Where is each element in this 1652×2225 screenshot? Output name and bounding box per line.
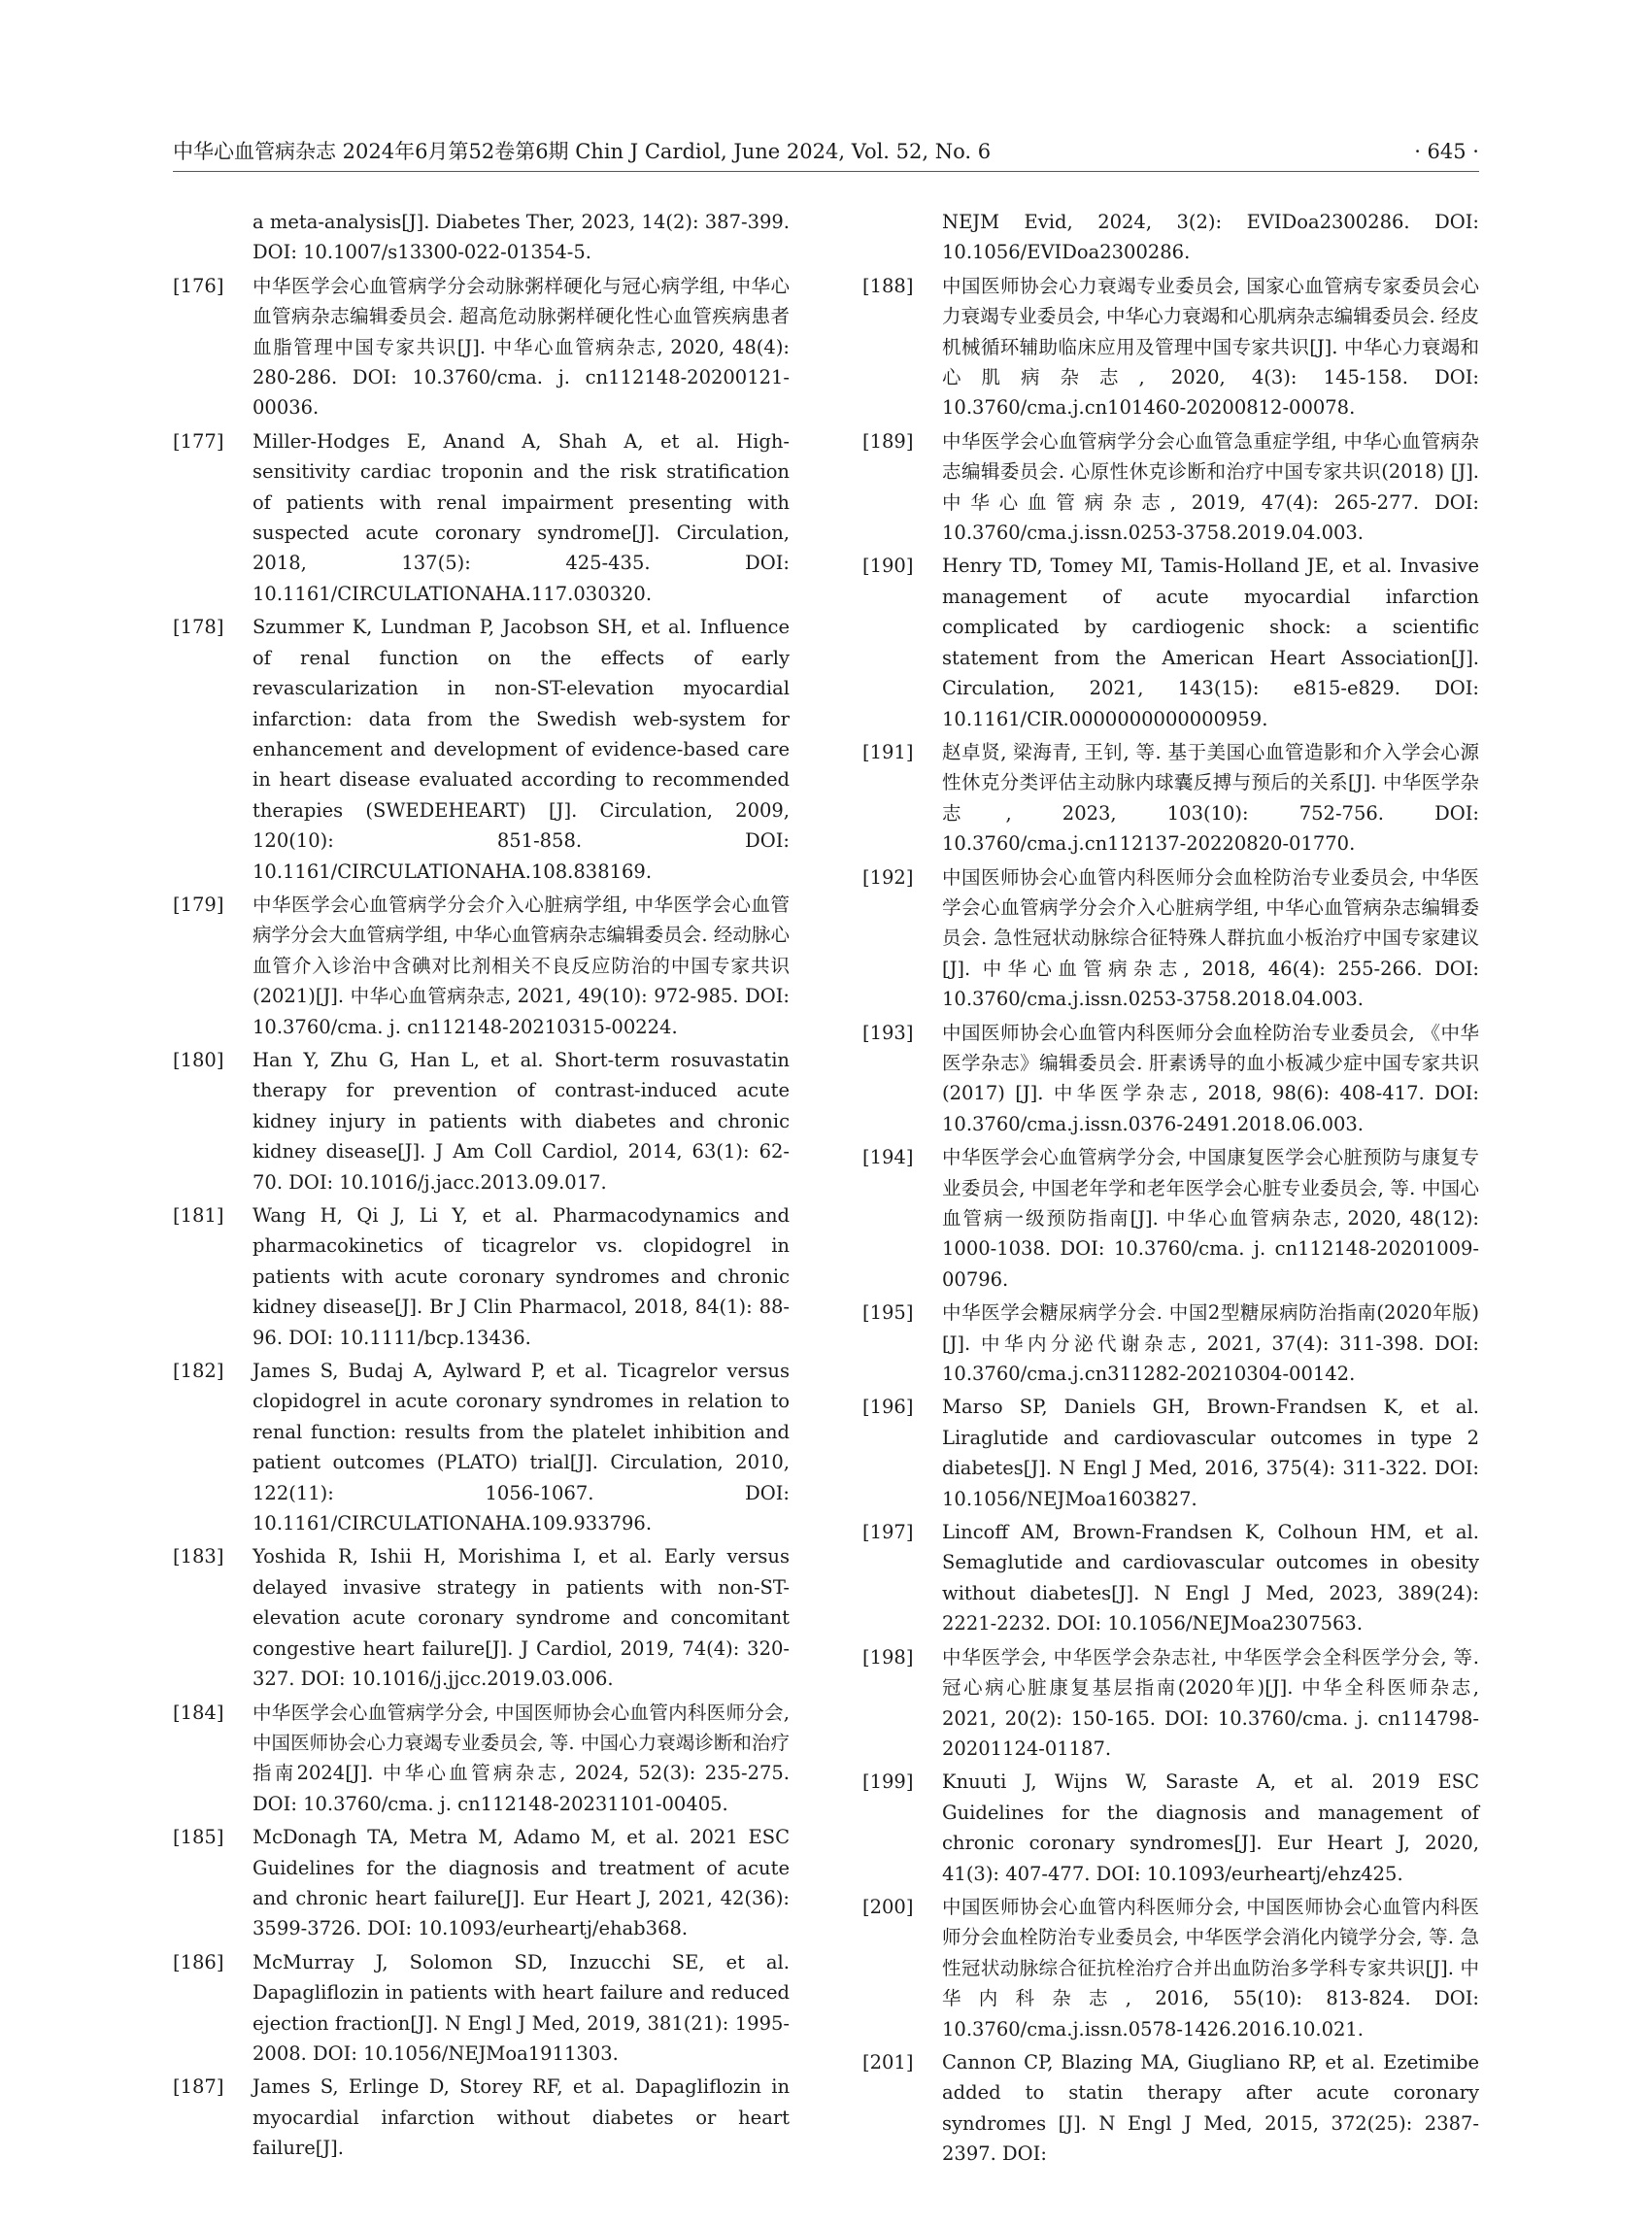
reference-number: [196] [862,1396,914,1419]
reference-entry [862,1392,1479,1514]
reference-entry [862,1142,1479,1295]
reference-text: 中华医学会心血管病学分会心血管急重症学组, 中华心血管病杂志编辑委员会. 心原性休克诊断和治疗中国专家共识(2018) [J]. 中华心血管病杂志, 2019, 47(4): 265-277. DOI: 10.3760/cma.j.issn.0253-3758.2019.04.003. [942,429,1479,545]
reference-number: [191] [862,740,914,763]
reference-number: [186] [173,1950,224,1973]
reference-text: Lincoff AM, Brown-Frandsen K, Colhoun HM, et al. Semaglutide and cardiovascular outcomes in obesity without diabetes[J]. N Engl J Med, 2023, 389(24): 2221-2232. DOI: 10.1056/NEJMoa2307563. [942,1521,1479,1635]
reference-number: [177] [173,429,224,453]
reference-text: 中华医学会, 中华医学会杂志社, 中华医学会全科医学分会, 等. 冠心病心脏康复基层指南(2020年)[J]. 中华全科医师杂志, 2021, 20(2): 150-165. DOI: 10.3760/cma. j. cn114798-20201124-01187. [942,1645,1479,1760]
reference-text: 赵卓贤, 梁海青, 王钊, 等. 基于美国心血管造影和介入学会心源性休克分类评估主动脉内球囊反搏与预后的关系[J]. 中华医学杂志, 2023, 103(10): 752-756. DOI: 10.3760/cma.j.cn112137-20220820-01770. [942,740,1479,856]
reference-number: [181] [173,1204,224,1227]
reference-text: Yoshida R, Ishii H, Morishima I, et al. Early versus delayed invasive strategy in patients with non-ST-elevation acute coronary syndrome and concomitant congestive heart failure[J]. J Cardiol, 2019, 74(4): 320-327. DOI: 10.1016/j.jjcc.2019.03.006. [253,1545,790,1691]
reference-number: [178] [173,616,224,639]
reference-entry [862,1298,1479,1389]
reference-text: 中华医学会心血管病学分会, 中国康复医学会心脏预防与康复专业委员会, 中国老年学和老年医学会心脏专业委员会, 等. 中国心血管病一级预防指南[J]. 中华心血管病杂志, 2020, 48(12): 1000-1038. DOI: 10.3760/cma. j. cn112148-20201009-00796. [942,1146,1479,1291]
reference-entry [862,1642,1479,1765]
reference-number: [194] [862,1146,914,1169]
header-rule [173,171,1479,172]
journal-citation: 中华心血管病杂志 2024年6月第52卷第6期 Chin J Cardiol, June 2024, Vol. 52, No. 6 [173,140,992,163]
reference-entry [173,426,790,609]
reference-number: [184] [173,1701,224,1724]
reference-entry [173,1698,790,1820]
reference-number: [180] [173,1048,224,1071]
reference-entry [173,1356,790,1538]
reference-number: [193] [862,1021,914,1044]
reference-text: 中华医学会心血管病学分会动脉粥样硬化与冠心病学组, 中华心血管病杂志编辑委员会. 超高危动脉粥样硬化性心血管疾病患者血脂管理中国专家共识[J]. 中华心血管病杂志, 2020, 48(4): 280-286. DOI: 10.3760/cma. j. cn112148-20200121-00036. [253,274,790,420]
reference-number: [198] [862,1645,914,1669]
reference-text: Knuuti J, Wijns W, Saraste A, et al. 2019 ESC Guidelines for the diagnosis and management of chronic coronary syndromes[J]. Eur Heart J, 2020, 41(3): 407-477. DOI: 10.1093/eurheartj/ehz425. [942,1770,1479,1885]
reference-text: Szummer K, Lundman P, Jacobson SH, et al. Influence of renal function on the effects of early revascularization in non-ST-elevation myocardial infarction: data from the Swedish web-system for enhancement and development of evidence-based care in heart disease evaluated according to recommended therapies (SWEDEHEART) [J]. Circulation, 2009, 120(10): 851-858. DOI: 10.1161/CIRCULATIONAHA.108.838169. [253,616,790,883]
reference-entry [862,1892,1479,2044]
reference-entry [862,862,1479,1015]
reference-text: Henry TD, Tomey MI, Tamis-Holland JE, et al. Invasive management of acute myocardial infarction complicated by cardiogenic shock: a scientific statement from the American Heart Association[J]. Circulation, 2021, 143(15): e815-e829. DOI: 10.1161/CIR.0000000000000959. [942,555,1479,730]
reference-number: [197] [862,1521,914,1544]
reference-number: [201] [862,2050,914,2073]
reference-number: [188] [862,274,914,297]
reference-text: James S, Budaj A, Aylward P, et al. Ticagrelor versus clopidogrel in acute coronary syndromes in relation to renal function: results from the platelet inhibition and patient outcomes (PLATO) trial[J]. Circulation, 2010, 122(11): 1056-1067. DOI: 10.1161/CIRCULATIONAHA.109.933796. [253,1360,790,1535]
reference-entry [173,1822,790,1944]
reference-number: [189] [862,429,914,453]
reference-column-left [173,207,790,2167]
reference-text: McDonagh TA, Metra M, Adamo M, et al. 2021 ESC Guidelines for the diagnosis and treatment of acute and chronic heart failure[J]. Eur Heart J, 2021, 42(36): 3599-3726. DOI: 10.1093/eurheartj/ehab368. [253,1826,790,1940]
reference-entry [862,271,1479,423]
reference-entry [862,737,1479,860]
reference-text: Miller-Hodges E, Anand A, Shah A, et al. High-sensitivity cardiac troponin and the risk stratification of patients with renal impairment presenting with suspected acute coronary syndrome[J]. Circulation, 2018, 137(5): 425-435. DOI: 10.1161/CIRCULATIONAHA.117.030320. [253,429,790,605]
reference-entry [862,551,1479,733]
reference-entry [862,426,1479,549]
reference-entry [173,1541,790,1694]
reference-entry [173,1045,790,1197]
reference-text: James S, Erlinge D, Storey RF, et al. Dapagliflozin in myocardial infarction without diabetes or heart failure[J]. [253,2075,790,2160]
reference-continuation: NEJM Evid, 2024, 3(2): EVIDoa2300286. DOI: 10.1056/EVIDoa2300286. [942,211,1479,264]
page-number: · 645 · [1414,140,1479,163]
reference-number: [187] [173,2075,224,2099]
reference-entry [173,1947,790,2070]
reference-text: Marso SP, Daniels GH, Brown-Frandsen K, et al. Liraglutide and cardiovascular outcomes in type 2 diabetes[J]. N Engl J Med, 2016, 375(4): 311-322. DOI: 10.1056/NEJMoa1603827. [942,1396,1479,1510]
reference-number: [185] [173,1826,224,1849]
reference-number: [176] [173,274,224,297]
reference-text: 中国医师协会心力衰竭专业委员会, 国家心血管病专家委员会心力衰竭专业委员会, 中华心力衰竭和心肌病杂志编辑委员会. 经皮机械循环辅助临床应用及管理中国专家共识[J]. 中华心力衰竭和心肌病杂志, 2020, 4(3): 145-158. DOI: 10.3760/cma.j.cn101460-20200812-00078. [942,274,1479,420]
reference-entry [173,612,790,887]
reference-text: 中华医学会心血管病学分会, 中国医师协会心血管内科医师分会, 中国医师协会心力衰竭专业委员会, 等. 中国心力衰竭诊断和治疗指南2024[J]. 中华心血管病杂志, 2024, 52(3): 235-275. DOI: 10.3760/cma. j. cn112148-20231101-00405. [253,1701,790,1815]
reference-number: [190] [862,555,914,578]
reference-number: [195] [862,1301,914,1325]
reference-text: 中国医师协会心血管内科医师分会血栓防治专业委员会, 《中华医学杂志》编辑委员会. 肝素诱导的血小板减少症中国专家共识(2017) [J]. 中华医学杂志, 2018, 98(6): 408-417. DOI: 10.3760/cma.j.issn.0376-2491.2018.06.003. [942,1021,1479,1135]
reference-entry [862,2047,1479,2170]
reference-entry [862,1018,1479,1140]
reference-entry [173,1200,790,1353]
reference-text: 中国医师协会心血管内科医师分会, 中国医师协会心血管内科医师分会血栓防治专业委员会, 中华医学会消化内镜学分会, 等. 急性冠状动脉综合征抗栓治疗合并出血防治多学科专家共识[J]. 中华内科杂志, 2016, 55(10): 813-824. DOI: 10.3760/cma.j.issn.0578-1426.2016.10.021. [942,1895,1479,2040]
reference-column-right [862,207,1479,2173]
reference-number: [192] [862,865,914,889]
running-header [173,134,1479,169]
reference-text: Han Y, Zhu G, Han L, et al. Short-term rosuvastatin therapy for prevention of contrast-induced acute kidney injury in patients with diabetes and chronic kidney disease[J]. J Am Coll Cardiol, 2014, 63(1): 62-70. DOI: 10.1016/j.jacc.2013.09.017. [253,1048,790,1194]
reference-entry [862,1767,1479,1889]
reference-continuation: a meta-analysis[J]. Diabetes Ther, 2023, 14(2): 387-399. DOI: 10.1007/s13300-022-01354-5. [253,211,790,264]
reference-text: 中华医学会糖尿病学分会. 中国2型糖尿病防治指南(2020年版)[J]. 中华内分泌代谢杂志, 2021, 37(4): 311-398. DOI: 10.3760/cma.j.cn311282-20210304-00142. [942,1301,1479,1386]
reference-number: [183] [173,1545,224,1568]
reference-number: [179] [173,893,224,916]
reference-entry [173,271,790,423]
reference-entry [173,2072,790,2163]
reference-text: 中华医学会心血管病学分会介入心脏病学组, 中华医学会心血管病学分会大血管病学组, 中华心血管病杂志编辑委员会. 经动脉心血管介入诊治中含碘对比剂相关不良反应防治的中国专家共识(2021)[J]. 中华心血管病杂志, 2021, 49(10): 972-985. DOI: 10.3760/cma. j. cn112148-20210315-00224. [253,893,790,1038]
reference-number: [182] [173,1360,224,1383]
reference-text: McMurray J, Solomon SD, Inzucchi SE, et al. Dapagliflozin in patients with heart failure and reduced ejection fraction[J]. N Engl J Med, 2019, 381(21): 1995-2008. DOI: 10.1056/NEJMoa1911303. [253,1950,790,2065]
reference-entry [862,1517,1479,1639]
reference-number: [200] [862,1895,914,1918]
reference-entry [173,890,790,1042]
reference-text: 中国医师协会心血管内科医师分会血栓防治专业委员会, 中华医学会心血管病学分会介入心脏病学组, 中华心血管病杂志编辑委员会. 急性冠状动脉综合征特殊人群抗血小板治疗中国专家建议[J]. 中华心血管病杂志, 2018, 46(4): 255-266. DOI: 10.3760/cma.j.issn.0253-3758.2018.04.003. [942,865,1479,1011]
reference-number: [199] [862,1770,914,1794]
reference-text: Wang H, Qi J, Li Y, et al. Pharmacodynamics and pharmacokinetics of ticagrelor vs. clopidogrel in patients with acute coronary syndromes and chronic kidney disease[J]. Br J Clin Pharmacol, 2018, 84(1): 88-96. DOI: 10.1111/bcp.13436. [253,1204,790,1349]
reference-text: Cannon CP, Blazing MA, Giugliano RP, et al. Ezetimibe added to statin therapy after acute coronary syndromes [J]. N Engl J Med, 2015, 372(25): 2387-2397. DOI: [942,2050,1479,2166]
